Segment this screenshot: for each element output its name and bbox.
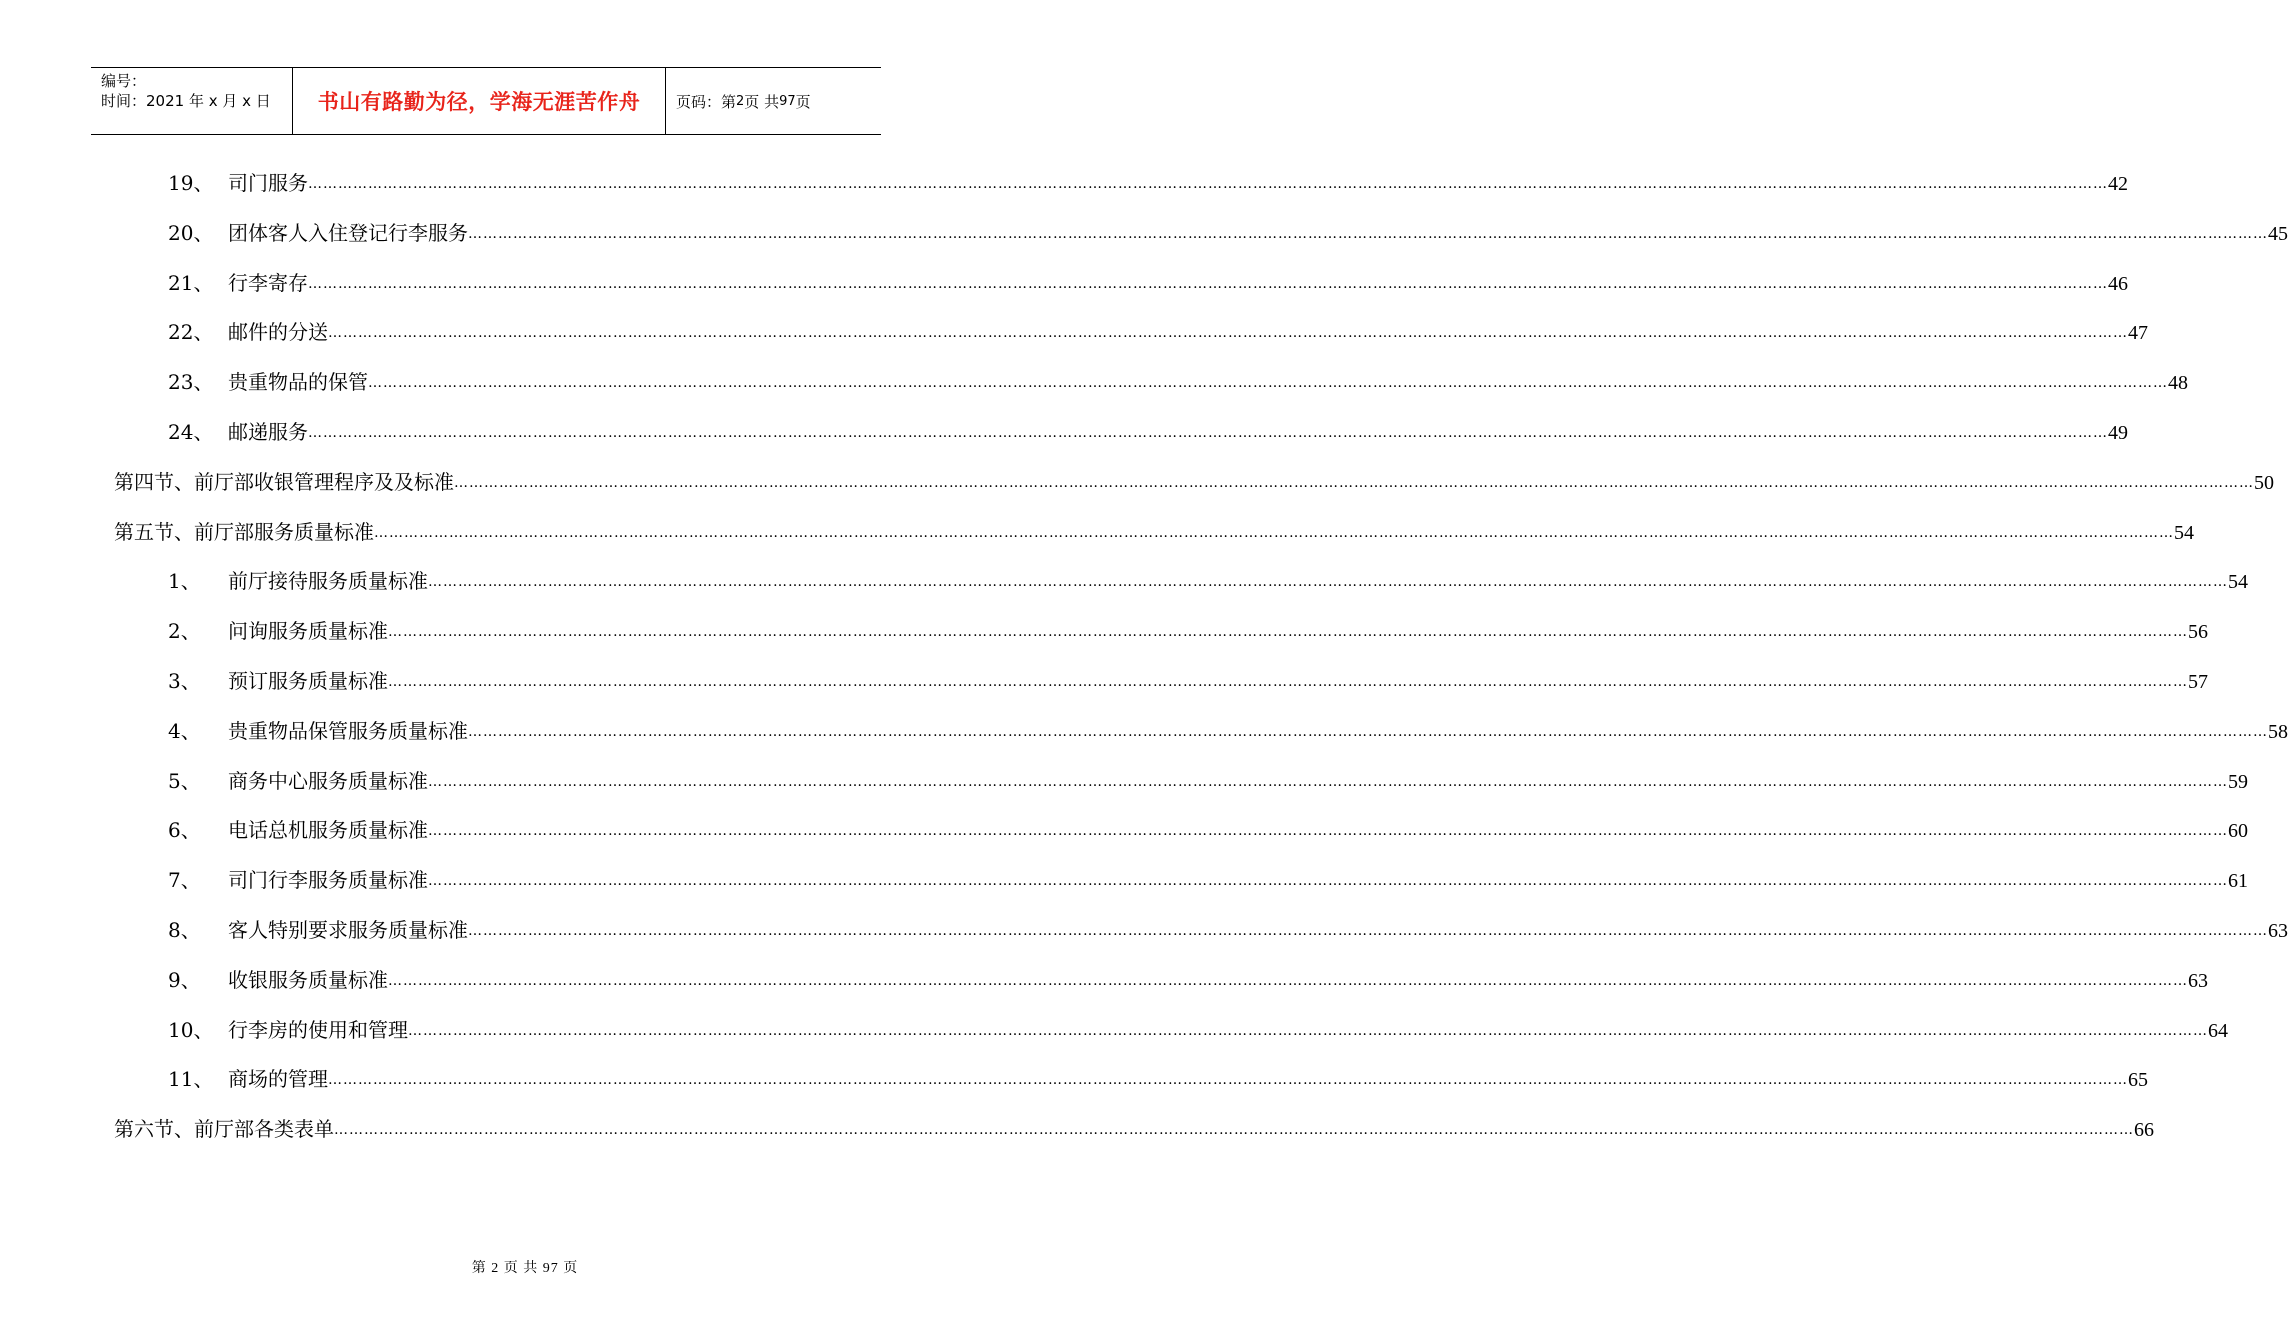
toc-dot-leader: ……………………………………………………………………………………………………………………………………………………………………………………………………………………………………………………………………………………………………………………………… <box>388 972 2188 989</box>
toc-entry-page: 59 <box>2228 770 2248 793</box>
toc-dot-leader: ……………………………………………………………………………………………………………………………………………………………………………………………………………………………………………………………………………………………………………………………… <box>468 923 2268 939</box>
toc-entry-page: 65 <box>2128 1069 2148 1092</box>
toc-entry[interactable] <box>168 716 2288 746</box>
toc-entry-page: 60 <box>2228 820 2248 843</box>
toc-entry[interactable] <box>168 417 2128 447</box>
toc-dot-leader: ……………………………………………………………………………………………………………………………………………………………………………………………………………………………………………………………………………………………………………………………… <box>328 325 2128 342</box>
toc-dot-leader: ……………………………………………………………………………………………………………………………………………………………………………………………………………………………………………………………………………………………………………………………… <box>428 873 2228 890</box>
toc-dot-leader: ……………………………………………………………………………………………………………………………………………………………………………………………………………………………………………………………………………………………………………………………… <box>468 723 2268 740</box>
toc-entry-page: 66 <box>2134 1119 2154 1142</box>
motto: 书山有路勤为径，学海无涯苦作舟 <box>317 89 641 114</box>
toc-entry[interactable] <box>168 616 2208 646</box>
toc-dot-leader: ……………………………………………………………………………………………………………………………………………………………………………………………………………………………………………………………………………………………………………………………… <box>308 176 2108 192</box>
toc-dot-leader: ……………………………………………………………………………………………………………………………………………………………………………………………………………………………………………………………………………………………………………………………… <box>428 823 2228 840</box>
toc-entry-number: 24、 <box>168 420 214 444</box>
toc-entry-page: 63 <box>2188 969 2208 992</box>
toc-entry-title: 客人特别要求服务质量标准 <box>228 918 468 942</box>
toc-entry-number: 22、 <box>168 320 214 345</box>
toc-entry-title: 贵重物品的保管 <box>228 370 368 395</box>
toc-entry-page: 42 <box>2108 173 2128 195</box>
toc-entry-number: 23、 <box>168 370 214 395</box>
toc-entry-page: 58 <box>2268 720 2288 743</box>
toc-entry-number: 7、 <box>168 868 201 893</box>
toc-entry-title: 第四节、前厅部收银管理程序及及标准 <box>114 469 454 494</box>
toc-entry-page: 50 <box>2254 471 2274 494</box>
toc-entry-page: 49 <box>2108 422 2128 444</box>
page-footer: 第 2 页 共 97 页 <box>471 1261 579 1276</box>
page-total: 97 <box>779 93 796 109</box>
toc-dot-leader: ……………………………………………………………………………………………………………………………………………………………………………………………………………………………………………………………………………………………………………………………… <box>388 624 2188 641</box>
number-label: 编号： <box>101 72 147 90</box>
toc-entry-number: 8、 <box>168 918 201 942</box>
toc-entry-number: 5、 <box>168 768 201 793</box>
toc-dot-leader: ……………………………………………………………………………………………………………………………………………………………………………………………………………………………………………………………………………………………………………………………… <box>374 524 2174 541</box>
toc-entry-number: 3、 <box>168 669 201 693</box>
toc-dot-leader: ……………………………………………………………………………………………………………………………………………………………………………………………………………………………………………………………………………………………………………………………… <box>388 674 2188 690</box>
toc-entry-number: 10、 <box>168 1017 214 1042</box>
toc-entry-title: 商务中心服务质量标准 <box>228 768 428 793</box>
toc-entry[interactable] <box>168 367 2188 397</box>
toc-entry-page: 47 <box>2128 322 2148 345</box>
toc-dot-leader: ……………………………………………………………………………………………………………………………………………………………………………………………………………………………………………………………………………………………………………………………… <box>308 425 2108 441</box>
toc-dot-leader: ……………………………………………………………………………………………………………………………………………………………………………………………………………………………………………………………………………………………………………………………… <box>308 275 2108 292</box>
toc-entry-title: 司门行李服务质量标准 <box>228 868 428 893</box>
toc-entry[interactable] <box>168 766 2248 796</box>
toc-entry-page: 57 <box>2188 671 2208 693</box>
page-end: 页 <box>795 92 811 111</box>
toc-entry[interactable] <box>168 965 2208 995</box>
toc-entry[interactable] <box>168 317 2148 347</box>
toc-dot-leader: ……………………………………………………………………………………………………………………………………………………………………………………………………………………………………………………………………………………………………………………………… <box>328 1072 2128 1089</box>
toc-entry-page: 46 <box>2108 272 2128 295</box>
toc-dot-leader: ……………………………………………………………………………………………………………………………………………………………………………………………………………………………………………………………………………………………………………………………… <box>428 773 2228 790</box>
header-motto-cell <box>293 68 666 134</box>
toc-entry[interactable] <box>168 168 2128 198</box>
toc-entry-title: 行李寄存 <box>228 270 308 295</box>
toc-entry[interactable] <box>114 517 2194 547</box>
page-header <box>91 67 881 135</box>
toc-entry-title: 问询服务质量标准 <box>228 619 388 644</box>
time-label: 时间：2021 年 x 月 x 日 <box>101 92 271 110</box>
header-page-info <box>666 68 881 134</box>
toc-entry[interactable] <box>168 1015 2228 1045</box>
toc-entry[interactable] <box>114 467 2274 497</box>
page-mid: 页 共 <box>744 92 780 111</box>
toc-entry-title: 行李房的使用和管理 <box>228 1017 408 1042</box>
toc-entry-page: 63 <box>2268 920 2288 942</box>
toc-entry[interactable] <box>168 268 2128 298</box>
toc-entry-title: 团体客人入住登记行李服务 <box>228 220 468 245</box>
toc-entry-title: 邮递服务 <box>228 420 308 444</box>
toc-dot-leader: ……………………………………………………………………………………………………………………………………………………………………………………………………………………………………………………………………………………………………………………………… <box>454 474 2254 491</box>
toc-dot-leader: ……………………………………………………………………………………………………………………………………………………………………………………………………………………………………………………………………………………………………………………………… <box>408 1022 2208 1039</box>
toc-entry-title: 贵重物品保管服务质量标准 <box>228 718 468 743</box>
toc-entry-number: 9、 <box>168 967 201 992</box>
toc-entry-page: 64 <box>2208 1019 2228 1042</box>
toc-entry-title: 收银服务质量标准 <box>228 967 388 992</box>
toc-entry[interactable] <box>168 566 2248 596</box>
toc-entry-number: 11、 <box>168 1067 214 1092</box>
toc-entry-title: 第五节、前厅部服务质量标准 <box>114 519 374 544</box>
toc-entry-number: 20、 <box>168 220 214 245</box>
toc-entry-number: 6、 <box>168 818 201 843</box>
toc-entry-title: 第六节、前厅部各类表单 <box>114 1117 334 1142</box>
toc-dot-leader: ……………………………………………………………………………………………………………………………………………………………………………………………………………………………………………………………………………………………………………………………… <box>334 1122 2134 1139</box>
toc-entry-number: 4、 <box>168 718 201 743</box>
toc-entry[interactable] <box>168 915 2288 945</box>
toc-entry[interactable] <box>168 815 2248 845</box>
toc-entry-page: 61 <box>2228 870 2248 893</box>
toc-entry[interactable] <box>114 1114 2154 1144</box>
toc-entry[interactable] <box>168 218 2288 248</box>
toc-entry-page: 45 <box>2268 222 2288 245</box>
toc-entry[interactable] <box>168 1064 2148 1094</box>
toc-entry-number: 21、 <box>168 270 214 295</box>
toc-entry-title: 邮件的分送 <box>228 320 328 345</box>
toc-entry[interactable] <box>168 666 2208 696</box>
toc-dot-leader: ……………………………………………………………………………………………………………………………………………………………………………………………………………………………………………………………………………………………………………………………… <box>428 574 2228 591</box>
toc-entry-page: 54 <box>2228 571 2248 594</box>
toc-entry-number: 1、 <box>168 569 201 594</box>
page-current: 2 <box>736 93 745 109</box>
toc-entry-number: 19、 <box>168 171 214 195</box>
toc-entry-title: 商场的管理 <box>228 1067 328 1092</box>
page-label: 页码：第 <box>676 92 737 111</box>
toc-entry[interactable] <box>168 865 2248 895</box>
toc-entry-title: 司门服务 <box>228 171 308 195</box>
toc-entry-page: 48 <box>2168 372 2188 395</box>
toc-entry-title: 电话总机服务质量标准 <box>228 818 428 843</box>
header-meta <box>91 68 293 134</box>
toc-entry-page: 54 <box>2174 521 2194 544</box>
toc-dot-leader: ……………………………………………………………………………………………………………………………………………………………………………………………………………………………………………………………………………………………………………………………… <box>468 225 2268 242</box>
toc-entry-number: 2、 <box>168 619 201 644</box>
toc-entry-page: 56 <box>2188 621 2208 644</box>
toc-entry-title: 前厅接待服务质量标准 <box>228 569 428 594</box>
toc-entry-title: 预订服务质量标准 <box>228 669 388 693</box>
toc-dot-leader: ……………………………………………………………………………………………………………………………………………………………………………………………………………………………………………………………………………………………………………………………… <box>368 375 2168 392</box>
